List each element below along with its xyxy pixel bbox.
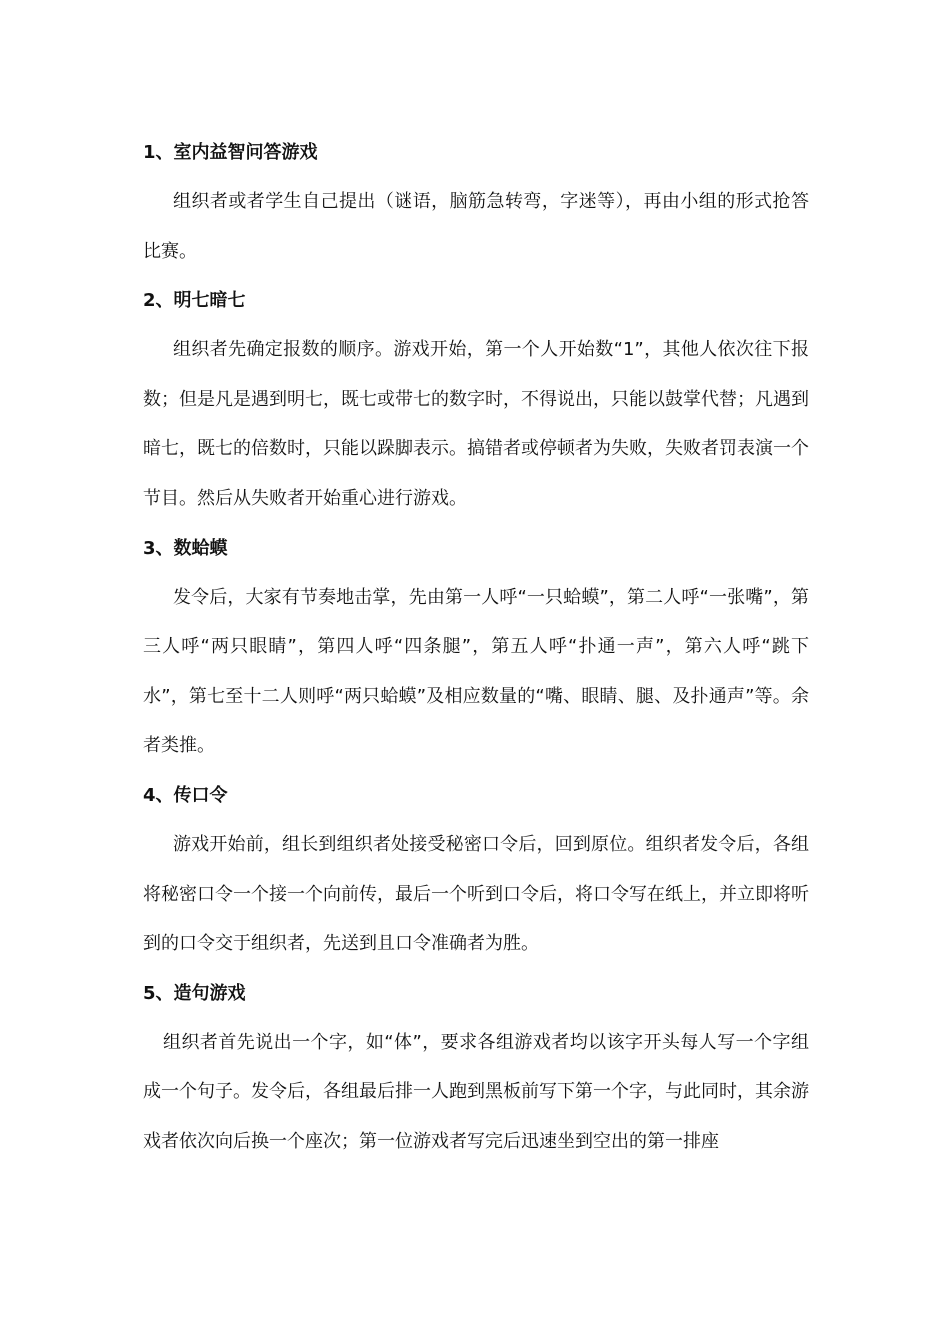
section-heading-2: 2、明七暗七: [143, 290, 246, 312]
section-heading-5: 5、造句游戏: [143, 982, 246, 1004]
section-body-5: 组织者首先说出一个字，如“体”，要求各组游戏者均以该字开头每人写一个字组成一个句子。发令后，各组最后排一人跑到黑板前写下第一个字，与此同时，其余游戏者依次向后换一个座次；第一位游戏者写完后迅速坐到空出的第一排座: [143, 1031, 809, 1152]
section-heading-1: 1、室内益智问答游戏: [143, 142, 318, 163]
section-body-4: 游戏开始前，组长到组织者处接受秘密口令后，回到原位。组织者发令后，各组将秘密口令一个接一个向前传，最后一个听到口令后，将口令写在纸上，并立即将听到的口令交于组织者，先送到且口令准确者为胜。: [143, 833, 809, 955]
section-body-2: 组织者先确定报数的顺序。游戏开始，第一个人开始数“1”，其他人依次往下报数；但是凡是遇到明七，既七或带七的数字时，不得说出，只能以鼓掌代替；凡遇到暗七，既七的倍数时，只能以跺脚表示。搞错者或停顿者为失败，失败者罚表演一个节目。然后从失败者开始重心进行游戏。: [143, 339, 809, 509]
section-heading-4: 4、传口令: [143, 784, 228, 806]
section-heading-3: 3、数蛤蟆: [143, 537, 228, 559]
document-page: [143, 128, 809, 1167]
section-body-3: 发令后，大家有节奏地击掌，先由第一人呼“一只蛤蟆”，第二人呼“一张嘴”，第三人呼“两只眼睛”，第四人呼“四条腿”，第五人呼“扑通一声”，第六人呼“跳下水”，第七至十二人则呼“两只蛤蟆”及相应数量的“嘴、眼睛、腿、及扑通声”等。余者类推。: [143, 586, 809, 757]
section-body-1: 组织者或者学生自己提出（谜语，脑筋急转弯，字迷等），再由小组的形式抢答比赛。: [143, 191, 809, 262]
